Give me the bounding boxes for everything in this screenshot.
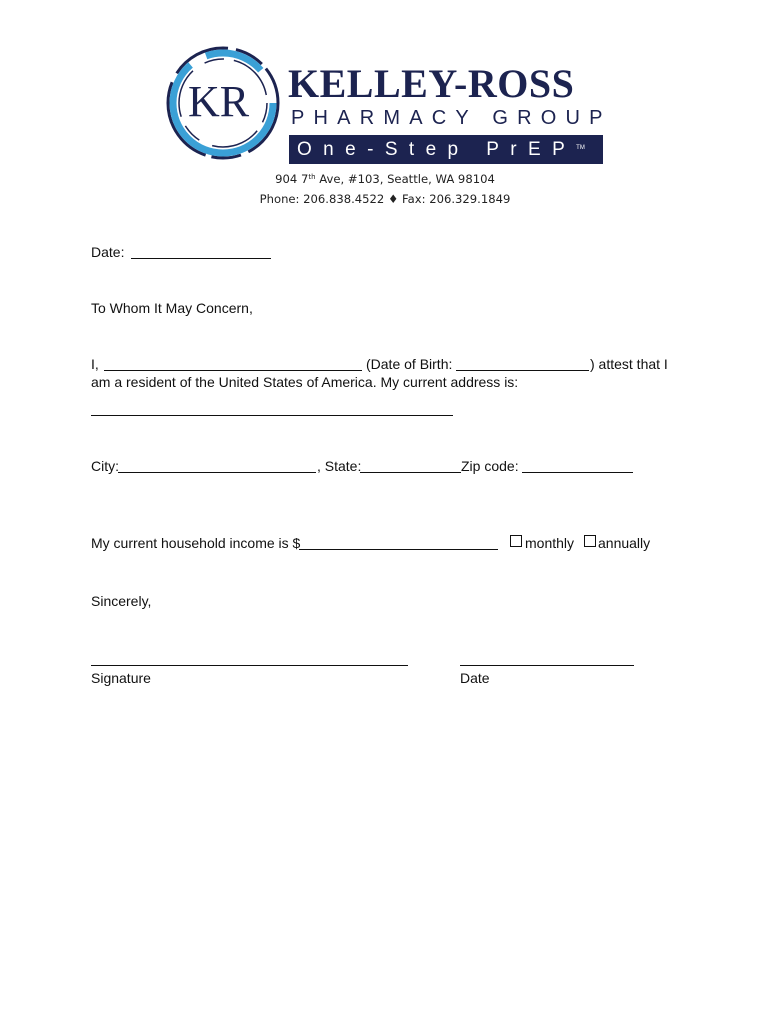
program-name: One-Step PrEP — [297, 139, 577, 160]
attest-text: ) attest that I — [590, 356, 668, 372]
state-field[interactable] — [360, 472, 461, 473]
zip-label: Zip code: — [461, 458, 519, 474]
signature-date-label: Date — [460, 670, 490, 686]
monthly-label: monthly — [525, 535, 575, 551]
brand-name: KELLEY-ROSS — [288, 61, 575, 106]
resident-statement: am a resident of the United States of America. My current address is: — [91, 374, 519, 390]
date-label: Date: — [91, 244, 125, 260]
zip-field[interactable] — [522, 472, 633, 473]
kelley-ross-logo-mark — [164, 44, 282, 162]
income-field[interactable] — [299, 549, 498, 550]
city-field[interactable] — [118, 472, 316, 473]
signature-label: Signature — [91, 670, 151, 686]
program-banner — [289, 135, 603, 164]
name-label: I, — [91, 356, 99, 372]
logo-initials: KR — [188, 77, 250, 126]
date-field[interactable] — [131, 258, 271, 259]
address-line: 904 7th Ave, #103, Seattle, WA 98104 — [275, 172, 495, 186]
address-field[interactable] — [91, 415, 453, 416]
annually-label: annually — [598, 535, 651, 551]
city-label: City: — [91, 458, 119, 474]
closing: Sincerely, — [91, 593, 152, 609]
name-field[interactable] — [104, 370, 362, 371]
monthly-checkbox[interactable] — [510, 535, 522, 547]
signature-field[interactable] — [91, 665, 408, 666]
dob-field[interactable] — [456, 370, 589, 371]
greeting: To Whom It May Concern, — [91, 300, 253, 316]
income-label: My current household income is $ — [91, 535, 301, 551]
annually-checkbox[interactable] — [584, 535, 596, 547]
signature-date-field[interactable] — [460, 665, 634, 666]
dob-label: (Date of Birth: — [366, 356, 453, 372]
state-label: , State: — [317, 458, 362, 474]
brand-subtitle: PHARMACY GROUP — [291, 107, 612, 129]
trademark-mark: TM — [576, 145, 585, 151]
phone-fax-line: Phone: 206.838.4522 ♦ Fax: 206.329.1849 — [259, 192, 511, 206]
